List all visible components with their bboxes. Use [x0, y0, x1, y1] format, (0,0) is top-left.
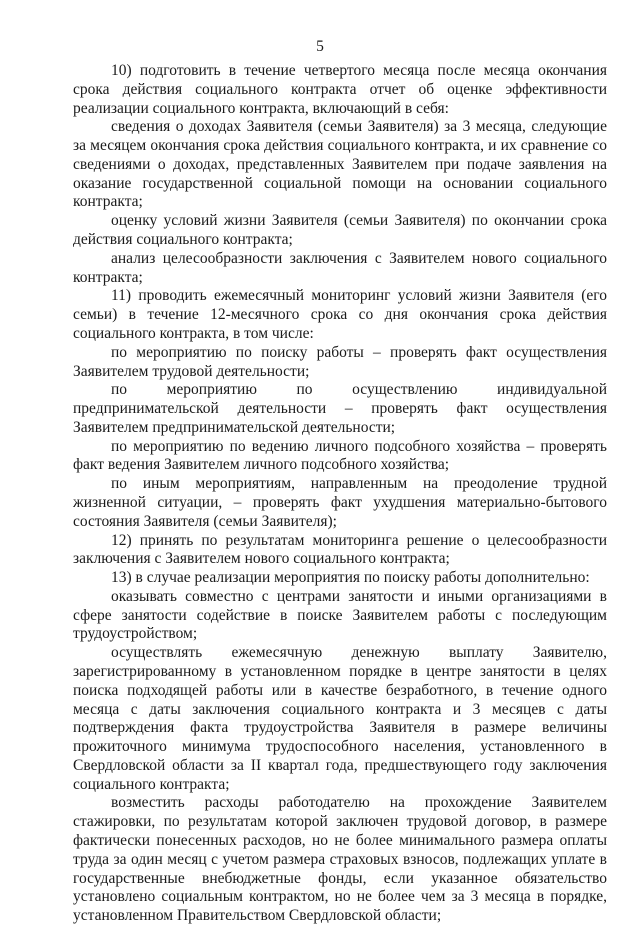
document-body [73, 62, 607, 926]
paragraph-item-13: 13) в случае реализации мероприятия по поиску работы дополнительно: [111, 569, 590, 587]
page-number: 5 [316, 38, 324, 55]
paragraph-item-12: 12) принять по результатам мониторинга решение о целесообразности заключения с Заявителем нового социального контракта; [73, 531, 607, 568]
paragraph-internship-reimbursement: возместить расходы работодателю на прохождение Заявителем стажировки, по результатам которой заключен трудовой договор, в размере фактически понесенных расходов, но не более минимального размера оплаты труда за один месяц с учетом размера страховых взносов, подлежащих уплате в государственные внебюджетные фонды, если указанное обязательство установлено социальным контрактом, но не более чем за 3 месяца в порядке, установленном Правительством Свердловской области; [73, 794, 607, 925]
paragraph-household-farming: по мероприятию по ведению личного подсобного хозяйства – проверять факт ведения Заявителем личного подсобного хозяйства; [73, 437, 607, 474]
paragraph-living-conditions: оценку условий жизни Заявителя (семьи Заявителя) по окончании срока действия социального контракта; [73, 212, 607, 249]
paragraph-income-info: сведения о доходах Заявителя (семьи Заявителя) за 3 месяца, следующие за месяцем окончания срока действия социального контракта, и их сравнение со сведениями о доходах, представленных Заявителем при подаче заявления на оказание государственной социальной помощи на основании социального контракта; [73, 118, 607, 211]
paragraph-other-measures: по иным мероприятиям, направленным на преодоление трудной жизненной ситуации, – проверять факт ухудшения материально-бытового состояния Заявителя (семьи Заявителя); [73, 475, 607, 530]
paragraph-employment-assistance: оказывать совместно с центрами занятости и иными организациями в сфере занятости содействие в поиске Заявителем работы с последующим трудоустройством; [73, 587, 607, 643]
paragraph-item-11: 11) проводить ежемесячный мониторинг условий жизни Заявителя (его семьи) в течение 12-месячного срока со дня окончания срока действия социального контракта, в том числе: [73, 287, 607, 342]
paragraph-entrepreneurship: по мероприятию по осуществлению индивидуальной предпринимательской деятельности – проверять факт осуществления Заявителем предпринимательской деятельности; [73, 381, 607, 436]
paragraph-job-search: по мероприятию по поиску работы – проверять факт осуществления Заявителем трудовой деятельности; [73, 343, 607, 380]
paragraph-item-10: 10) подготовить в течение четвертого месяца после месяца окончания срока действия социального контракта отчет об оценке эффективности реализации социального контракта, включающий в себя: [73, 62, 607, 117]
paragraph-new-contract-analysis: анализ целесообразности заключения с Заявителем нового социального контракта; [73, 249, 607, 286]
paragraph-monthly-payment: осуществлять ежемесячную денежную выплату Заявителю, зарегистрированному в установленном порядке в центре занятости в целях поиска подходящей работы или в качестве безработного, в течение одного месяца с даты заключения социального контракта и 3 месяцев с даты подтверждения факта трудоустройства Заявителя в размере величины прожиточного минимума трудоспособного населения, установленного в Свердловской области за II квартал года, предшествующего году заключения социального контракта; [73, 644, 607, 793]
